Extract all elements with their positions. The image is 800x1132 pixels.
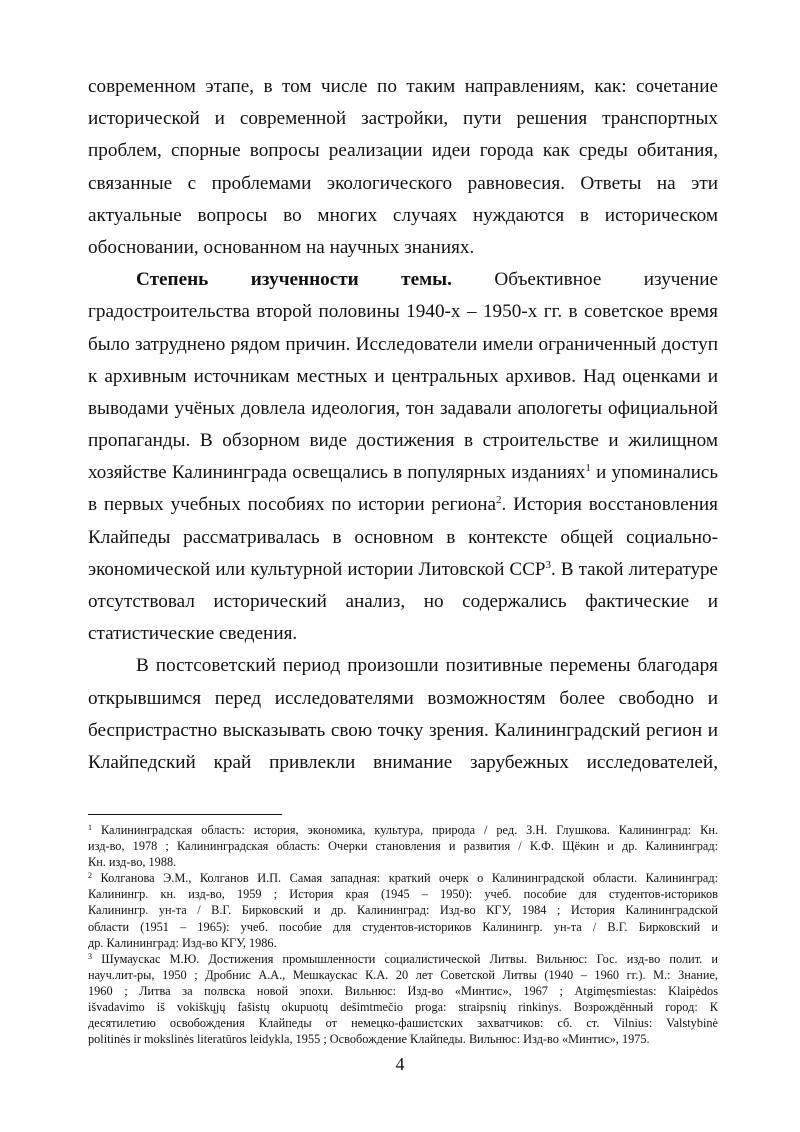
text-line: выводами учёных довлела идеология, тон задавали апологеты официальной: [88, 397, 718, 419]
text-fragment: в первых учебных пособиях по истории региона: [88, 494, 497, 516]
text-line: обосновании, основанном на научных знаниях.: [88, 236, 475, 258]
footnotes: [88, 822, 718, 1047]
text-line: проблем, спорные вопросы реализации идеи города как среды обитания,: [88, 140, 718, 162]
section-heading: Степень изученности темы.: [136, 269, 452, 291]
body-text: [88, 71, 718, 779]
text-line: открывшимся перед исследователями возможностям более свободно и: [88, 687, 718, 709]
footnote-line: Калинингр. ун-та / В.Г. Бирковский и др. Калининград: Изд-во КГУ, 1984 ; История Калининградской: [88, 903, 718, 918]
footnote-ref[interactable]: 2: [496, 494, 502, 507]
footnote-line: [88, 870, 718, 886]
text-line: исторической и современной застройки, пути решения транспортных: [88, 108, 718, 130]
footnote-line: politinės ir mokslinės literatūros leidykla, 1955 ; Освобождение Клайпеды. Вильнюс: Изд-во «Минтис», 1975.: [88, 1032, 650, 1047]
text-fragment: хозяйстве Калининграда освещались в популярных изданиях: [88, 462, 586, 484]
footnote-line: išvadavimo iš vokiškųjų fašistų okupuotų dešimtmečio proga: straipsnių rinkinys. Возрождённый город: К: [88, 1000, 718, 1015]
text-line: отсутствовал исторический анализ, но содержались фактические и: [88, 591, 718, 612]
footnote-line: др. Калининград: Изд-во КГУ, 1986.: [88, 935, 277, 950]
text-fragment: и упоминались: [590, 462, 719, 484]
footnote-line: Калинингр. кн. изд-во, 1959 ; История края (1945 – 1950): учеб. пособие для студентов-историков: [88, 887, 718, 902]
text-fragment: Объективное изучение: [494, 269, 719, 291]
text-line: градостроительства второй половины 1940-х – 1950-х гг. в советское время: [88, 301, 718, 323]
footnote-line: изд-во, 1978 ; Калининградская область: Очерки становления и развития / К.Ф. Щёкин и др. Калининград:: [88, 839, 718, 854]
footnote-line: десятилетию освобождения Клайпеды от немецко-фашистских захватчиков: сб. ст. Vilnius: Valstybinė: [88, 1016, 718, 1031]
text-line: беспристрастно высказывать свою точку зрения. Калининградский регион и: [88, 719, 718, 741]
footnote-line: [88, 822, 718, 838]
footnote-line: науч.лит-ры, 1950 ; Дробнис А.А., Мешкаускас К.А. 20 лет Советской Литвы (1940 – 1960 гг.). М.: Знание,: [88, 967, 718, 982]
text-line: [88, 457, 718, 489]
footnote-line: области (1951 – 1965): учеб. пособие для студентов-историков Калинингр. ун-та / В.Г. Бирковский и: [88, 919, 718, 934]
text-line: к архивным источникам местных и центральных архивов. Над оценками и: [88, 365, 718, 387]
text-fragment: . История восстановления: [501, 494, 719, 516]
text-line: современном этапе, в том числе по таким направлениям, как: сочетание: [88, 76, 718, 97]
footnote-line: Кн. изд-во, 1988.: [88, 855, 177, 870]
text-line: актуальные вопросы во многих случаях нуждаются в историческом: [88, 204, 718, 226]
footnote-ref[interactable]: 1: [585, 462, 591, 475]
page-number: 4: [395, 1054, 405, 1074]
footnote-text: Калининградская область: история, экономика, культура, природа / ред. З.Н. Глушкова. Калининград: Кн.: [100, 823, 718, 837]
footnote-mark: 3: [88, 951, 92, 961]
text-line: Клайпеды рассматривалась в основном в контексте общей социально-: [88, 526, 718, 548]
footnote-line: [88, 951, 718, 967]
footnote-separator: [88, 814, 282, 815]
text-line: было затруднено рядом причин. Исследователи имели ограниченный доступ: [88, 333, 718, 355]
footnote-ref[interactable]: 3: [545, 558, 551, 571]
text-line: [88, 554, 718, 586]
footnote-text: Шумаускас М.Ю. Достижения промышленности социалистической Литвы. Вильнюс: Гос. изд-во полит. и: [101, 951, 718, 966]
text-line: пропаганды. В обзорном виде достижения в строительстве и жилищном: [88, 430, 718, 452]
section-heading-line: [88, 264, 718, 296]
footnote-mark: 1: [88, 823, 92, 832]
text-fragment: . В такой литературе: [550, 558, 718, 580]
text-line: [88, 489, 718, 521]
text-line: связанные с проблемами экологического равновесия. Ответы на эти: [88, 172, 718, 194]
text-line: статистические сведения.: [88, 623, 298, 645]
text-fragment: экономической или культурной истории Литовской ССР: [88, 558, 546, 580]
footnote-line: 1960 ; Литва за полвска новой эпохи. Вильнюс: Изд-во «Минтис», 1967 ; Atgimęsmiestas: Klaipėdos: [88, 983, 718, 998]
text-line: Клайпедский край привлекли внимание зарубежных исследователей,: [88, 751, 718, 773]
footnote-mark: 2: [88, 871, 92, 881]
footnote-text: Колганова Э.М., Колганов И.П. Самая западная: краткий очерк о Калининградской области. Калининград:: [100, 871, 719, 886]
text-line: В постсоветский период произошли позитивные перемены благодаря: [136, 655, 718, 677]
